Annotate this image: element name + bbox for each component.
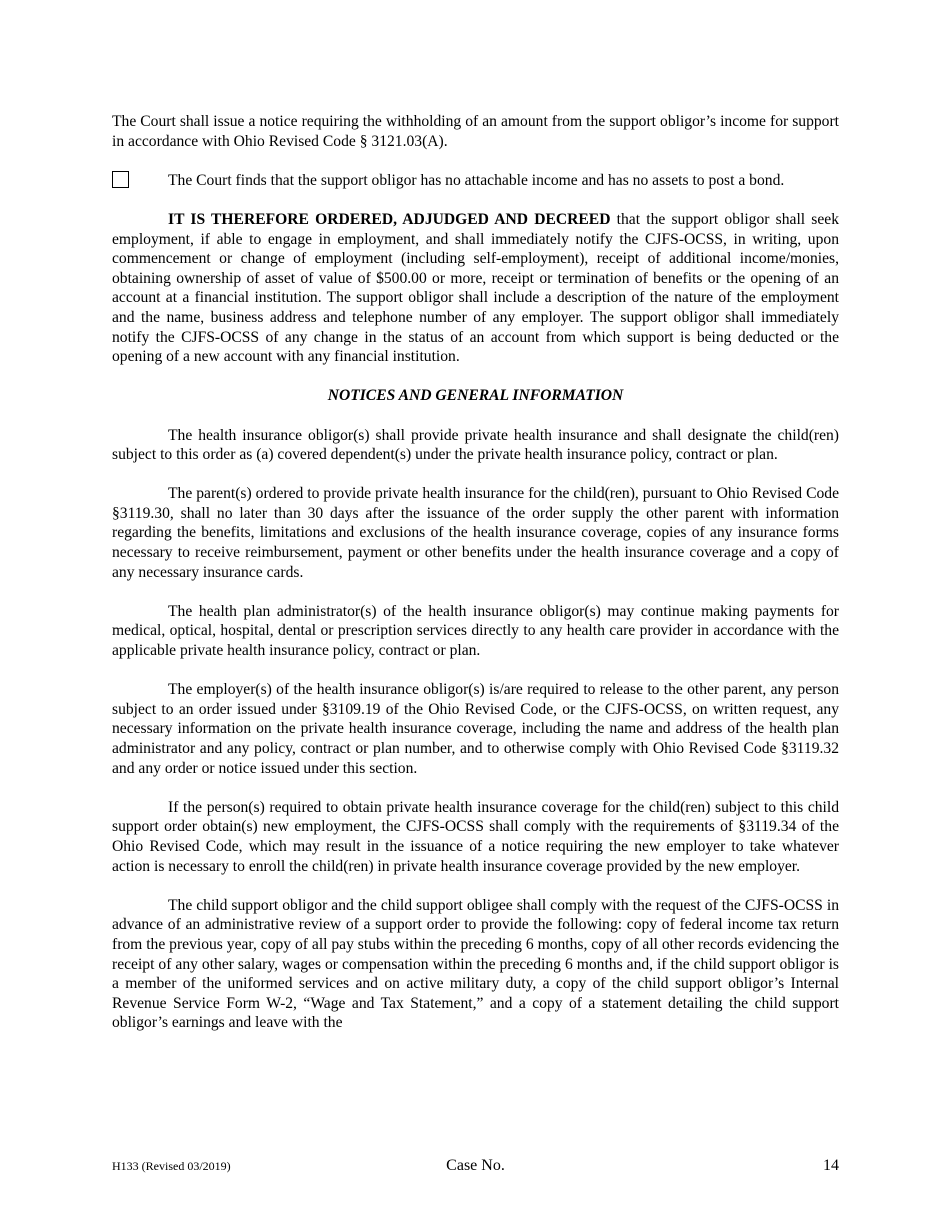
no-attachable-income-row <box>112 171 839 191</box>
page-number: 14 <box>823 1157 839 1174</box>
page-footer <box>112 1157 839 1181</box>
withholding-paragraph: The Court shall issue a notice requiring the withholding of an amount from the support obligor’s income for support in accordance with Ohio Revised Code § 3121.03(A). <box>112 113 839 150</box>
document-page <box>112 112 839 1053</box>
case-number-label: Case No. <box>446 1157 505 1174</box>
order-body: that the support obligor shall seek employment, if able to engage in employment, and shall immediately notify the CJFS-OCSS, in writing, upon commencement or change of employment (including self-employment), receipt of additional income/monies, obtaining ownership of asset of value of $500.00 or more, receipt or termination of benefits or the opening of an account at a financial institution. The support obligor shall include a description of the nature of the employment and the name, business address and telephone number of any employer. The support obligor shall immediately notify the CJFS-OCSS of any change in the status of an account from which support is being deducted or the opening of a new account with any financial institution. <box>112 210 839 366</box>
order-lead: IT IS THEREFORE ORDERED, ADJUDGED AND DECREED <box>168 210 611 228</box>
employer-release-paragraph: The employer(s) of the health insurance obligor(s) is/are required to release to the other parent, any person subject to an order issued under §3109.19 of the Ohio Revised Code, or the CJFS-OCSS, on written request, any necessary information on the private health insurance coverage, including the name and address of the health plan administrator and any policy, contract or plan number, and to otherwise comply with Ohio Revised Code §3119.32 and any order or notice issued under this section. <box>112 681 839 777</box>
parents-provide-paragraph: The parent(s) ordered to provide private health insurance for the child(ren), pursuant to Ohio Revised Code §3119.30, shall no later than 30 days after the issuance of the order supply the other parent with information regarding the benefits, limitations and exclusions of the health insurance coverage, copies of any insurance forms necessary to receive reimbursement, payment or other benefits under the health insurance coverage and a copy of any necessary insurance cards. <box>112 485 839 581</box>
admin-review-paragraph: The child support obligor and the child support obligee shall comply with the request of the CJFS-OCSS in advance of an administrative review of a support order to provide the following: copy of federal income tax return from the previous year, copy of all pay stubs within the preceding 6 months, copy of all other records evidencing the receipt of any other salary, wages or compensation within the preceding 6 months and, if the child support obligor is a member of the uniformed services and on active military duty, a copy of the child support obligor’s Internal Revenue Service Form W-2, “Wage and Tax Statement,” and a copy of a statement detailing the child support obligor’s earnings and leave with the <box>112 896 839 1032</box>
order-paragraph <box>112 210 839 367</box>
form-id: H133 (Revised 03/2019) <box>112 1159 231 1173</box>
new-employment-paragraph: If the person(s) required to obtain private health insurance coverage for the child(ren) subject to this child support order obtain(s) new employment, the CJFS-OCSS shall comply with the requirements of §3119.34 of the Ohio Revised Code, which may result in the issuance of a notice requiring the new employer to take whatever action is necessary to enroll the child(ren) in private health insurance coverage provided by the new employer. <box>112 798 839 875</box>
no-attachable-income-text: The Court finds that the support obligor has no attachable income and has no assets to post a bond. <box>168 171 785 189</box>
no-attachable-income-checkbox[interactable] <box>112 171 129 188</box>
health-insurance-paragraph: The health insurance obligor(s) shall provide private health insurance and shall designate the child(ren) subject to this order as (a) covered dependent(s) under the private health insurance policy, contract or plan. <box>112 426 839 464</box>
plan-administrator-paragraph: The health plan administrator(s) of the health insurance obligor(s) may continue making payments for medical, optical, hospital, dental or prescription services directly to any health care provider in accordance with the applicable private health insurance policy, contract or plan. <box>112 602 839 660</box>
section-heading: NOTICES AND GENERAL INFORMATION <box>327 387 624 405</box>
